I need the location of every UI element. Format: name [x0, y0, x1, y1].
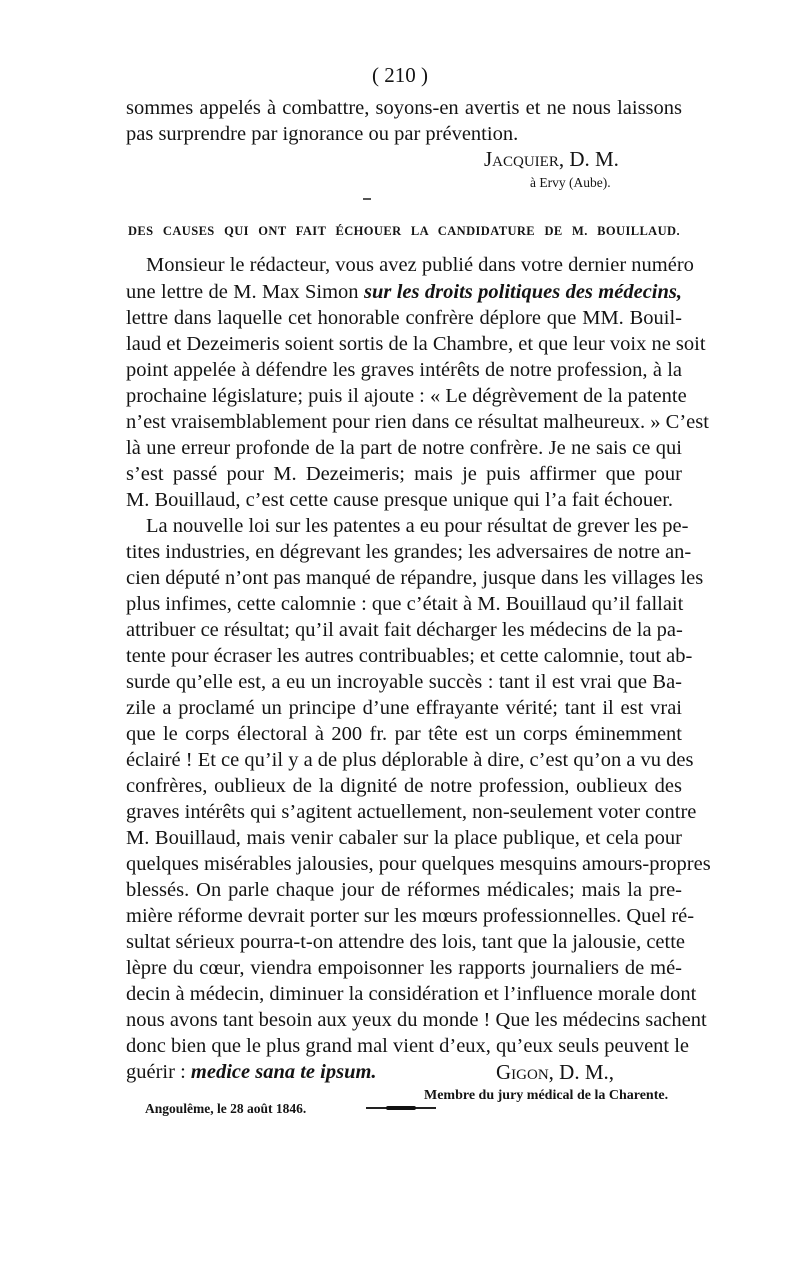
paragraph-line: mière réforme devrait porter sur les mœurs professionnelles. Quel ré-: [126, 905, 695, 927]
paragraph-line: cien député n’ont pas manqué de répandre, jusque dans les villages les: [126, 567, 704, 589]
italic-title: sur les droits politiques des médecins,: [363, 281, 682, 303]
paragraph-line: surde qu’elle est, a eu un incroyable succès : tant il est vrai que Ba-: [126, 671, 682, 693]
paragraph-line: lèpre du cœur, viendra empoisonner les rapports journaliers de mé-: [126, 957, 682, 979]
paragraph-line: une lettre de M. Max Simon sur les droits politiques des médecins,: [126, 281, 682, 303]
signature-name: Gigon, D. M.,: [496, 1060, 614, 1084]
paragraph-line: guérir : medice sana te ipsum.: [126, 1061, 377, 1083]
paragraph-line: éclairé ! Et ce qu’il y a de plus déplorable à dire, c’est qu’on a vu des: [126, 749, 694, 771]
paragraph-line: nous avons tant besoin aux yeux du monde ! Que les médecins sachent: [126, 1009, 707, 1031]
paragraph-line: La nouvelle loi sur les patentes a eu pour résultat de grever les pe-: [146, 515, 689, 537]
ornamental-rule: [366, 1106, 436, 1110]
paragraph-line: blessés. On parle chaque jour de réformes médicales; mais la pre-: [126, 879, 682, 901]
paragraph-line: laud et Dezeimeris soient sortis de la Chambre, et que leur voix ne soit: [126, 333, 706, 355]
paragraph-line: s’est passé pour M. Dezeimeris; mais je puis affirmer que pour: [126, 463, 682, 485]
signature-name: Jacquier, D. M.: [484, 147, 619, 171]
paragraph-line: prochaine législature; puis il ajoute : « Le dégrèvement de la patente: [126, 385, 687, 407]
paragraph-line: sultat sérieux pourra-t-on attendre des lois, tant que la jalousie, cette: [126, 931, 686, 953]
signature-title: Membre du jury médical de la Charente.: [424, 1088, 669, 1103]
paragraph-line: quelques misérables jalousies, pour quelques mesquins amours-propres: [126, 853, 711, 875]
paragraph-line: graves intérêts qui s’agitent actuellement, non-seulement voter contre: [126, 801, 697, 823]
latin-quote: medice sana te ipsum.: [190, 1061, 377, 1083]
paragraph-line: point appelée à défendre les graves intérêts de notre profession, à la: [126, 359, 682, 381]
paragraph-line: là une erreur profonde de la part de notre confrère. Je ne sais ce qui: [126, 437, 682, 459]
intro-line: pas surprendre par ignorance ou par prévention.: [126, 123, 519, 145]
paragraph-line: plus infimes, cette calomnie : que c’était à M. Bouillaud qu’il fallait: [126, 593, 684, 615]
paragraph-line: que le corps électoral à 200 fr. par tête est un corps éminemment: [126, 723, 682, 745]
paragraph-line: M. Bouillaud, mais venir cabaler sur la place publique, et cela pour: [126, 827, 682, 849]
paragraph-line: tites industries, en dégrevant les grandes; les adversaires de notre an-: [126, 541, 692, 563]
paragraph-line: confrères, oublieux de la dignité de notre profession, oublieux des: [126, 775, 682, 797]
article-title: DES CAUSES QUI ONT FAIT ÉCHOUER LA CANDIDATURE DE M. BOUILLAUD.: [128, 224, 680, 238]
signature-place: à Ervy (Aube).: [530, 175, 611, 190]
paragraph-line: attribuer ce résultat; qu’il avait fait décharger les médecins de la pa-: [126, 619, 683, 641]
page-number: ( 210 ): [372, 63, 428, 87]
paragraph-line: M. Bouillaud, c’est cette cause presque unique qui l’a fait échouer.: [126, 489, 674, 511]
paragraph-line: decin à médecin, diminuer la considération et l’influence morale dont: [126, 983, 697, 1005]
paragraph-line: lettre dans laquelle cet honorable confrère déplore que MM. Bouil-: [126, 307, 682, 329]
paragraph-line: donc bien que le plus grand mal vient d’eux, qu’eux seuls peuvent le: [126, 1035, 690, 1057]
intro-line: sommes appelés à combattre, soyons-en avertis et ne nous laissons: [126, 97, 682, 119]
paragraph-line: zile a proclamé un principe d’une effrayante vérité; tant il est vrai: [126, 697, 682, 719]
paragraph-line: Monsieur le rédacteur, vous avez publié dans votre dernier numéro: [146, 254, 694, 276]
dateline: Angoulême, le 28 août 1846.: [145, 1101, 307, 1116]
paragraph-line: tente pour écraser les autres contribuables; et cette calomnie, tout ab-: [126, 645, 693, 667]
separator-dash: [363, 198, 371, 200]
paragraph-line: n’est vraisemblablement pour rien dans ce résultat malheureux. » C’est: [126, 411, 709, 433]
